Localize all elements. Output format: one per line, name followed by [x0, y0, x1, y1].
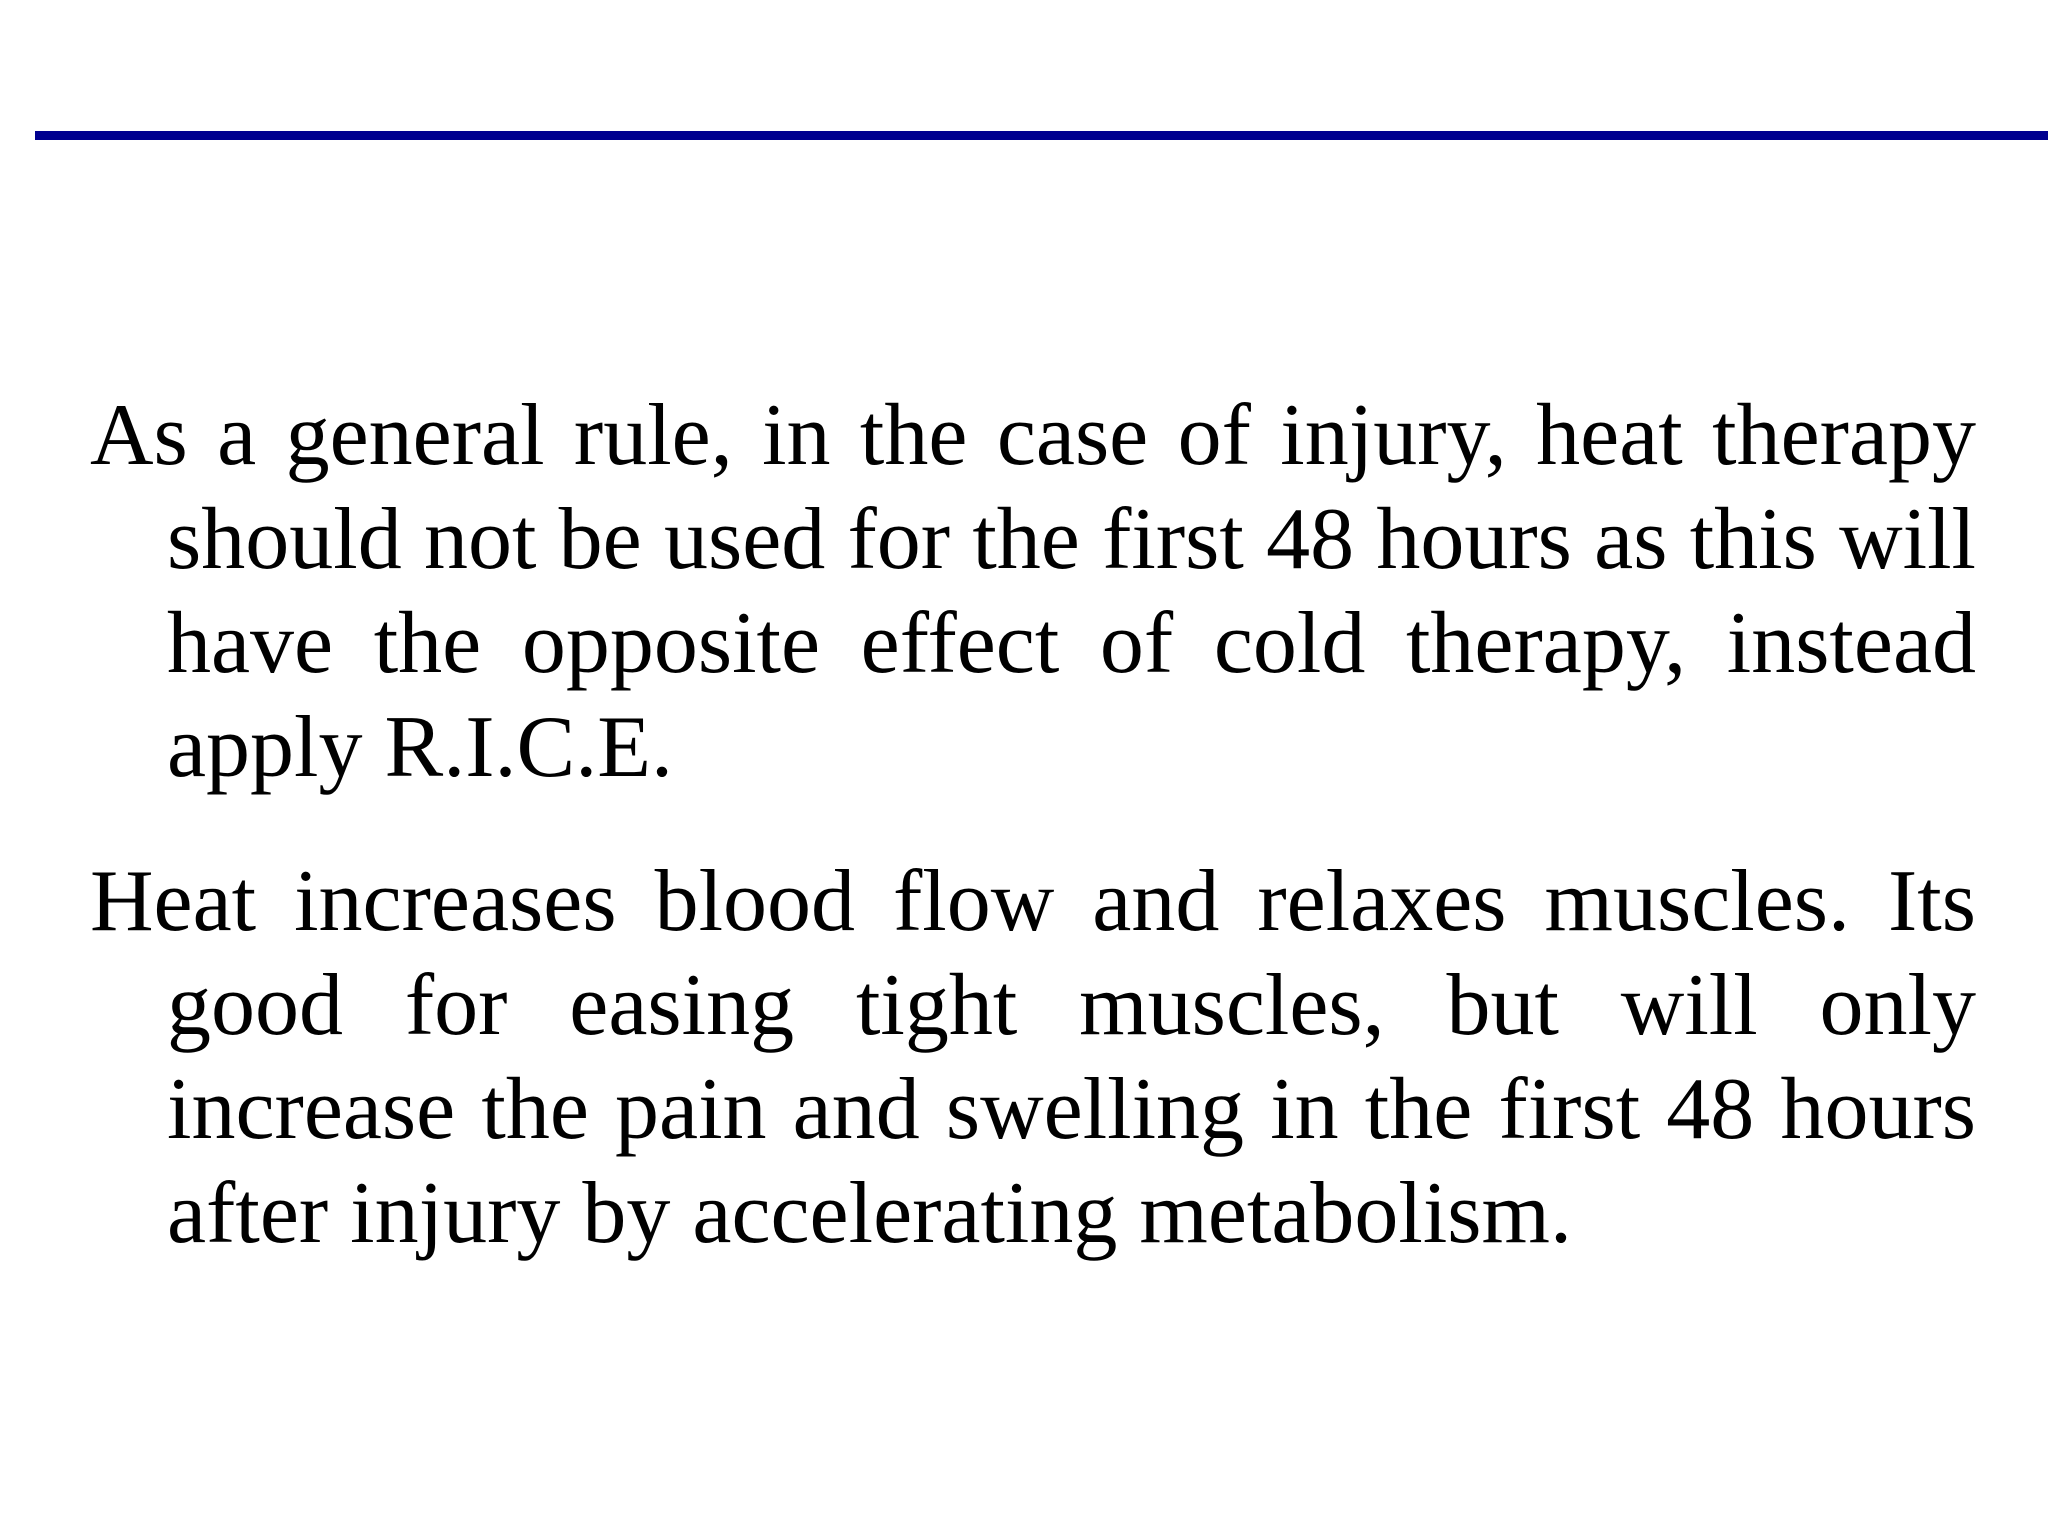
title-divider-line: [35, 131, 2048, 140]
paragraph-heat-effects: Heat increases blood flow and relaxes muscles. Its good for easing tight muscles, but will only increase the pain and swelling in the first 48 hours after injury by accelerating metabolism.: [90, 853, 1976, 1262]
paragraph-heat-therapy-rule: As a general rule, in the case of injury, heat therapy should not be used for the first 48 hours as this will have the opposite effect of cold therapy, instead apply R.I.C.E.: [90, 387, 1976, 796]
slide-body: [90, 384, 1976, 1316]
